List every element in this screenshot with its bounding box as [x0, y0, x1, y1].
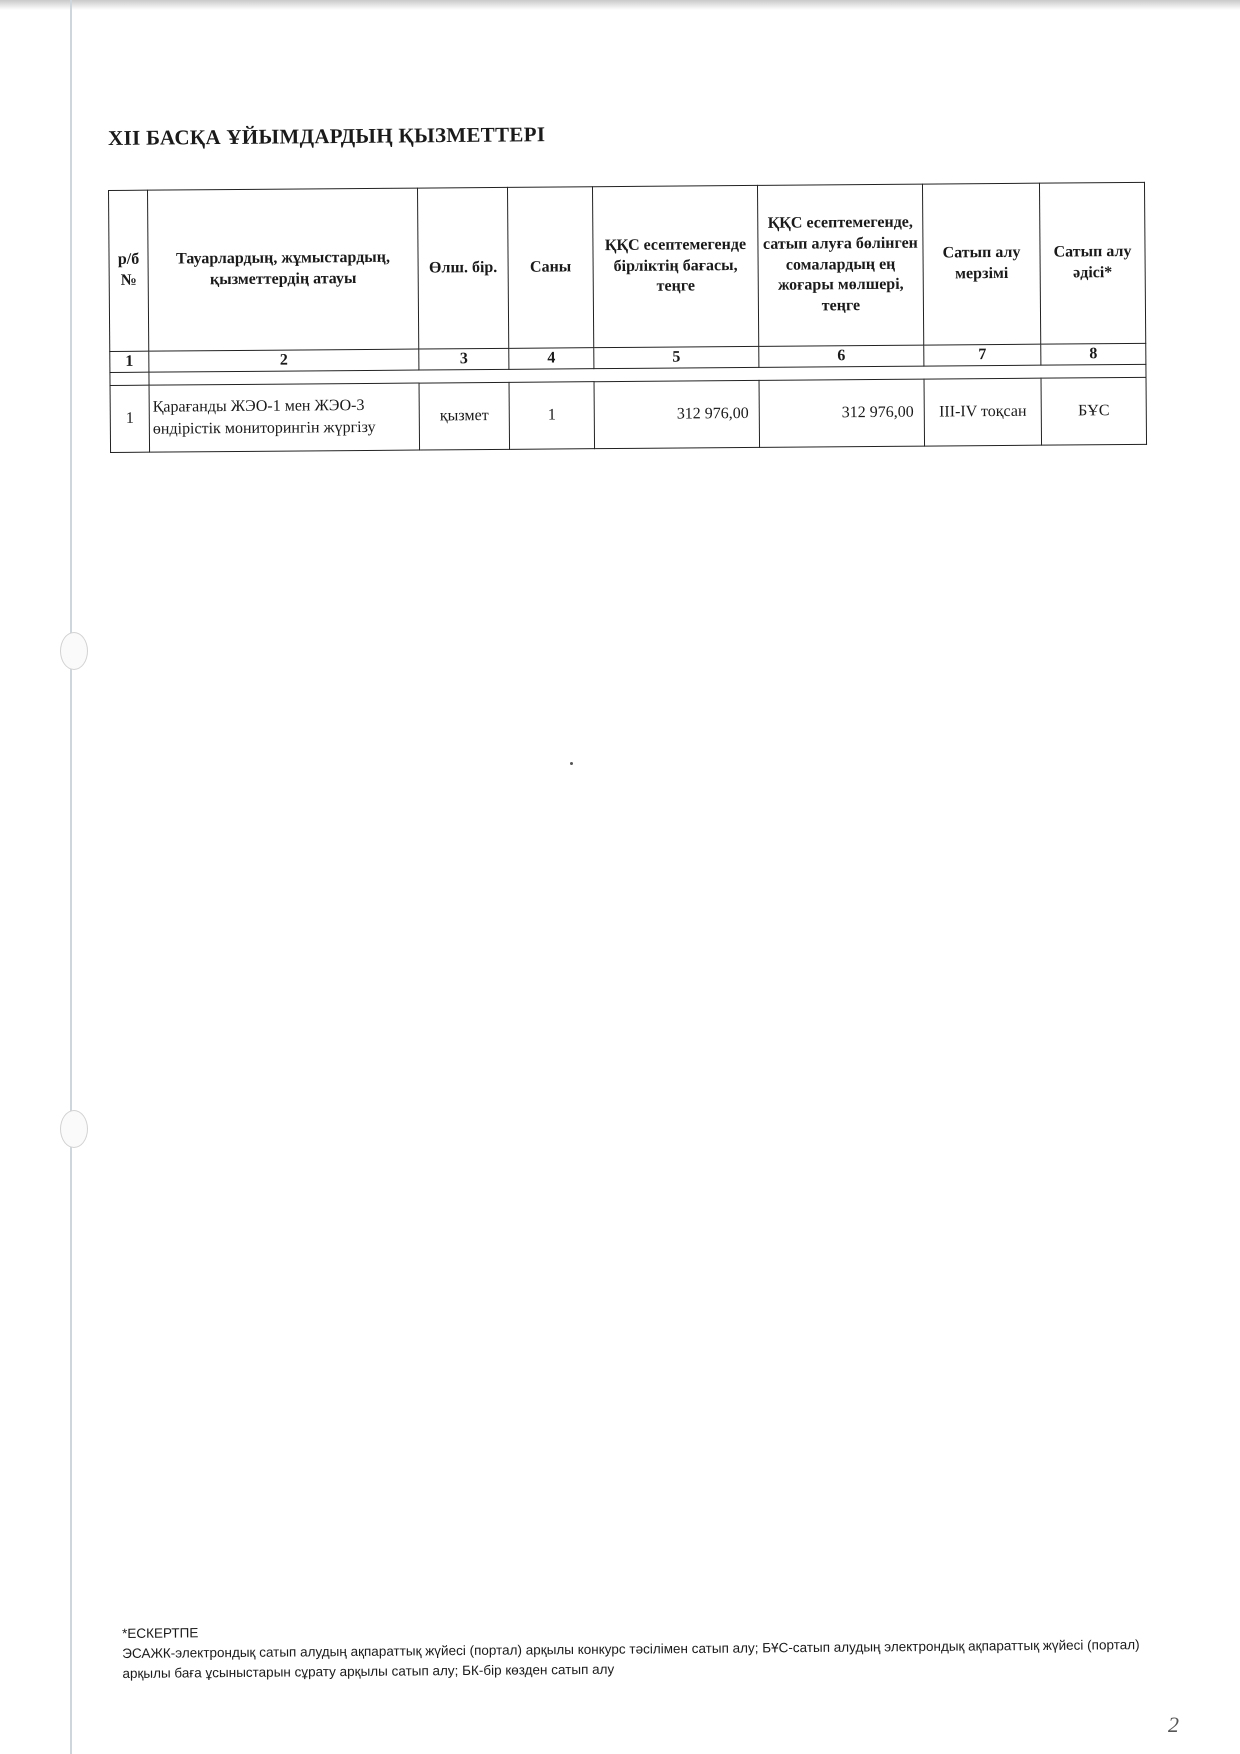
max-amount-cell: 312 976,00: [759, 379, 925, 447]
header-row: [109, 182, 1146, 351]
column-number: 4: [509, 348, 594, 370]
procurement-table: [108, 182, 1147, 453]
period-cell: III-IV тоқсан: [924, 378, 1042, 446]
header-unit-price: ҚҚС есептемегенде бірліктің бағасы, теңге: [592, 185, 758, 347]
footnote-title: *ЕСКЕРТПЕ: [122, 1625, 199, 1641]
column-number: 8: [1041, 343, 1146, 365]
empty-cell: [110, 372, 149, 385]
header-method: Сатып алу әдісі*: [1039, 182, 1145, 344]
column-number: 2: [149, 349, 419, 372]
header-period: Сатып алу мерзімі: [922, 183, 1040, 345]
binding-margin-line: [70, 0, 72, 1754]
header-unit: Өлш. бір.: [417, 187, 508, 349]
page-top-edge: [0, 0, 1240, 10]
punch-hole-top: [60, 632, 88, 670]
procurement-table-container: [108, 182, 1146, 453]
section-title: XII БАСҚА ҰЙЫМДАРДЫҢ ҚЫЗМЕТТЕРІ: [108, 122, 546, 150]
page-number-mark: 2: [1168, 1712, 1179, 1737]
header-item-name: Тауарлардың, жұмыстардың, қызметтердің атауы: [148, 188, 419, 351]
column-number: 3: [419, 348, 509, 370]
quantity-cell: 1: [509, 382, 595, 450]
header-row-number: р/б №: [109, 190, 149, 351]
header-quantity: Саны: [507, 187, 593, 349]
scan-speck: [570, 762, 573, 765]
item-name: Қарағанды ЖЭО-1 мен ЖЭО-3 өндірістік мониторингін жүргізу: [149, 383, 420, 452]
column-number: 5: [594, 346, 759, 368]
unit-price-cell: 312 976,00: [594, 380, 760, 448]
unit-cell: қызмет: [419, 382, 510, 450]
table-row: [110, 377, 1146, 452]
footnote-text: ЭСАЖК-электрондық сатып алудың ақпараттық жүйесі (портал) арқылы конкурс тәсілімен сатып алу; БҰС-сатып алудың электрондық ақпараттық жүйесі (портал) арқылы баға ұсыныстарын сұрату арқылы сатып алу; БК-бір көзден сатып алу: [122, 1637, 1140, 1681]
header-max-amount: ҚҚС есептемегенде, сатып алуға бөлінген сомалардың ең жоғары мөлшері, теңге: [757, 184, 923, 346]
footnote: [122, 1615, 1142, 1684]
punch-hole-bottom: [60, 1110, 88, 1148]
row-number: 1: [110, 385, 150, 452]
column-number: 1: [110, 351, 149, 372]
method-cell: БҰС: [1041, 377, 1147, 445]
column-number: 7: [924, 344, 1041, 366]
column-number: 6: [759, 345, 924, 367]
